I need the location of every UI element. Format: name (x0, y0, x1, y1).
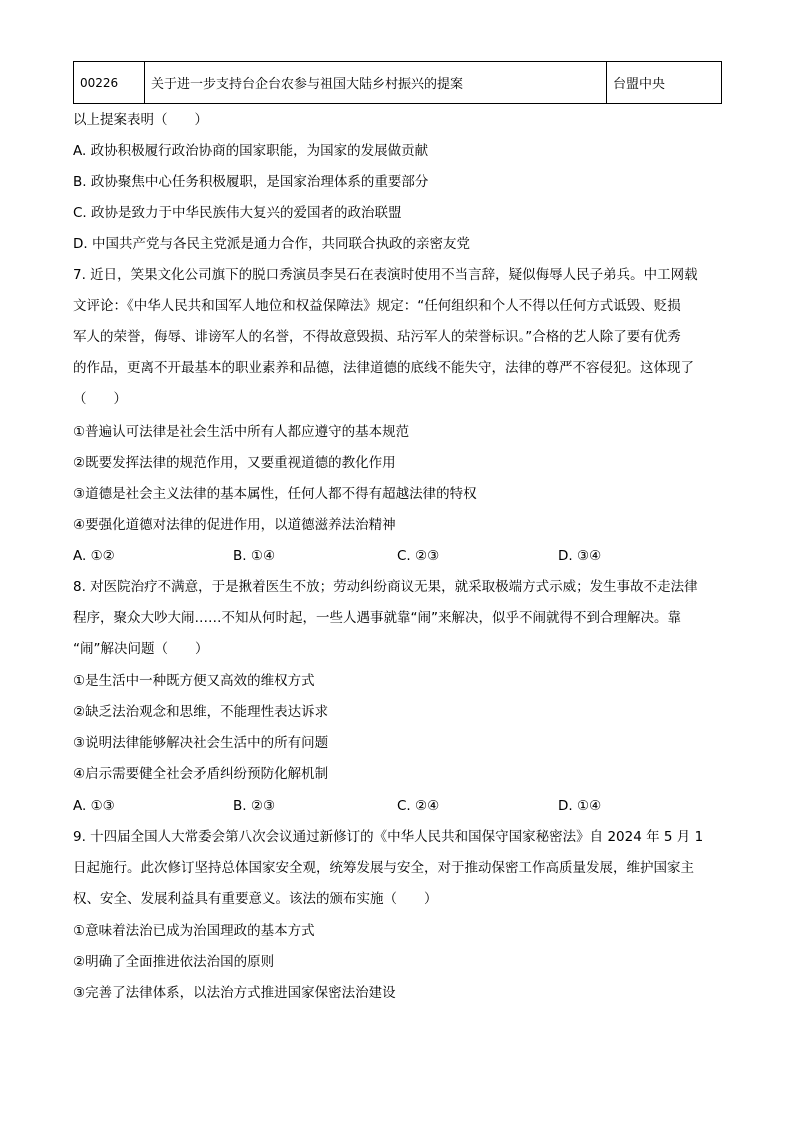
q9-line: 权、安全、发展利益具有重要意义。该法的颁布实施（ ） (73, 891, 438, 907)
q9-statement-3: ③完善了法律体系，以法治方式推进国家保密法治建设 (73, 985, 396, 1001)
proposal-table (73, 61, 722, 104)
q7-statement-4: ④要强化道德对法律的促进作用，以道德滋养法治精神 (73, 517, 396, 533)
q8-choice-a: A. ①③ (73, 798, 115, 814)
q7-choice-d: D. ③④ (558, 548, 602, 564)
q8-statement-3: ③说明法律能够解决社会生活中的所有问题 (73, 735, 329, 751)
q9-line: 9. 十四届全国人大常委会第八次会议通过新修订的《中华人民共和国保守国家秘密法》自 2024 年 5 月 1 (73, 829, 704, 845)
q7-choice-a: A. ①② (73, 548, 115, 564)
q7-choice-c: C. ②③ (397, 548, 440, 564)
q7-line: 的作品，更离不开最基本的职业素养和品德，法律道德的底线不能失守，法律的尊严不容侵犯。这体现了 (73, 360, 694, 376)
q6-option-b: B. 政协聚焦中心任务积极履职，是国家治理体系的重要部分 (73, 174, 429, 190)
q7-line: 文评论：《中华人民共和国军人地位和权益保障法》规定：“任何组织和个人不得以任何方式诋毁、贬损 (73, 298, 681, 314)
q7-statement-1: ①普遍认可法律是社会生活中所有人都应遵守的基本规范 (73, 424, 410, 440)
q7-statement-2: ②既要发挥法律的规范作用，又要重视道德的教化作用 (73, 455, 396, 471)
q8-statement-1: ①是生活中一种既方便又高效的维权方式 (73, 673, 315, 689)
proposal-id: 00226 (74, 62, 145, 104)
q9-line: 日起施行。此次修订坚持总体国家安全观，统筹发展与安全，对于推动保密工作高质量发展，维护国家主 (73, 860, 694, 876)
q8-choice-b: B. ②③ (233, 798, 276, 814)
q6-option-a: A. 政协积极履行政治协商的国家职能，为国家的发展做贡献 (73, 143, 429, 159)
q7-line: （ ） (73, 391, 127, 407)
q7-line: 军人的荣誉，侮辱、诽谤军人的名誉，不得故意毁损、玷污军人的荣誉标识。”合格的艺人除了要有优秀 (73, 329, 681, 345)
q6-stem: 以上提案表明（ ） (73, 112, 208, 128)
q7-choice-b: B. ①④ (233, 548, 276, 564)
q7-line: 7. 近日，笑果文化公司旗下的脱口秀演员李昊石在表演时使用不当言辞，疑似侮辱人民子弟兵。中工网载 (73, 267, 698, 283)
q8-line: “闹”解决问题（ ） (73, 641, 209, 657)
q9-statement-2: ②明确了全面推进依法治国的原则 (73, 954, 275, 970)
q8-choice-d: D. ①④ (558, 798, 602, 814)
q8-statement-2: ②缺乏法治观念和思维，不能理性表达诉求 (73, 704, 329, 720)
q8-statement-4: ④启示需要健全社会矛盾纠纷预防化解机制 (73, 766, 329, 782)
q8-line: 8. 对医院治疗不满意，于是揪着医生不放；劳动纠纷商议无果，就采取极端方式示威；发生事故不走法律 (73, 579, 698, 595)
q9-statement-1: ①意味着法治已成为治国理政的基本方式 (73, 923, 315, 939)
proposal-proposer: 台盟中央 (607, 62, 722, 104)
q8-choice-c: C. ②④ (397, 798, 440, 814)
proposal-title: 关于进一步支持台企台农参与祖国大陆乡村振兴的提案 (145, 62, 607, 104)
q7-statement-3: ③道德是社会主义法律的基本属性，任何人都不得有超越法律的特权 (73, 486, 477, 502)
q6-option-d: D. 中国共产党与各民主党派是通力合作，共同联合执政的亲密友党 (73, 236, 470, 252)
q6-option-c: C. 政协是致力于中华民族伟大复兴的爱国者的政治联盟 (73, 205, 402, 221)
table-row (74, 62, 722, 104)
q8-line: 程序，聚众大吵大闹……不知从何时起，一些人遇事就靠“闹”来解决，似乎不闹就得不到合理解决。靠 (73, 610, 681, 626)
